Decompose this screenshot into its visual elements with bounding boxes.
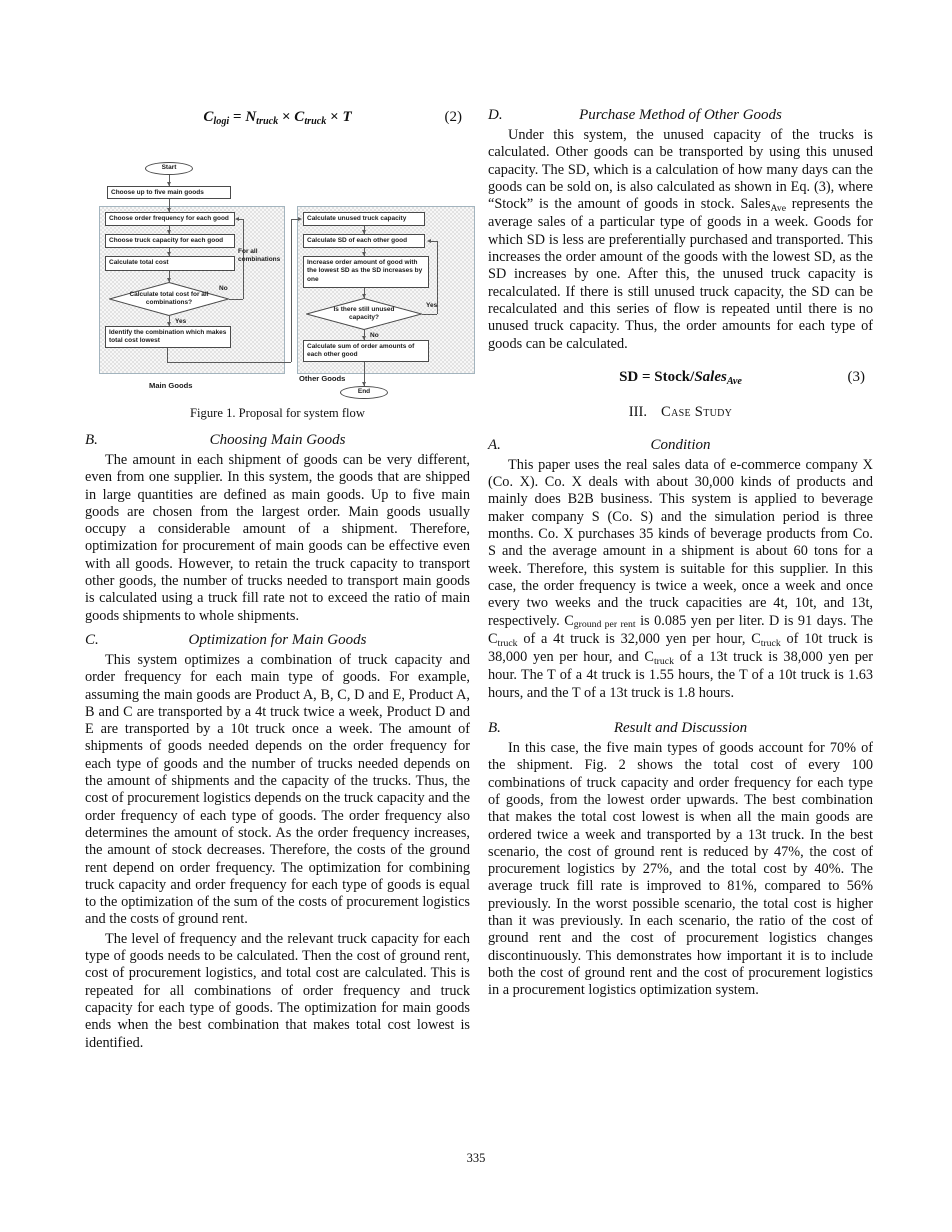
arrow-left-icon: [427, 239, 431, 243]
arrow-down-icon: [362, 336, 366, 340]
flow-end-label: End: [357, 388, 371, 396]
section-c-heading: [85, 631, 470, 650]
section-b2-label: B.: [488, 720, 501, 737]
section-b-title: Choosing Main Goods: [209, 432, 346, 448]
figure-1-flowchart: [85, 162, 475, 402]
flow-diamond-still-unused-label: Is there still unused capacity?: [333, 305, 395, 321]
equation-2-body: Clogi = Ntruck × Ctruck × T: [203, 109, 352, 127]
flow-connector: [291, 219, 292, 362]
equation-3: [488, 366, 873, 390]
section-b2-paragraph: In this case, the five main types of goods account for 70% of the shipment. Fig. 2 shows the total cost of every 100 combinations of truck capacity and order frequency for each type of goods, from the lowest order upwards. The best combination that makes the total cost lowest is when all the main goods are ordered twice a week and transported by a 13t truck. In the best scenario, the cost of ground rent is reduced by 47%, the cost of procurement logistics by 27%, and the total cost by 40%. The average truck fill rate is improved to 81%, compared to 56% previously. In the worst possible scenario, the total cost is higher than it was previously. In each scenario, the ratio of the cost of ground rent and the cost of procurement logistics changes discontinuously. This demonstrates how important it is to include both the cost of ground rent and the cost of procurement logistics in a procurement logistics optimization system.: [488, 740, 873, 999]
flow-label-yes: Yes: [175, 318, 187, 325]
flow-box-calc-sd: Calculate SD of each other good: [303, 234, 425, 248]
flow-box-choose-capacity: Choose truck capacity for each good: [105, 234, 235, 248]
arrow-down-icon: [362, 382, 366, 386]
arrow-down-icon: [167, 322, 171, 326]
arrow-down-icon: [362, 252, 366, 256]
section-c-title: Optimization for Main Goods: [188, 631, 367, 648]
page-number: 335: [466, 1151, 486, 1165]
flow-label-no: No: [219, 285, 228, 292]
flow-diamond-still-unused: [306, 298, 422, 330]
flow-box-calc-unused: Calculate unused truck capacity: [303, 212, 425, 226]
arrow-down-icon: [167, 182, 171, 186]
flow-start-terminal: [145, 162, 193, 175]
section-b-label: B.: [85, 432, 98, 448]
flow-box-identify-combination: Identify the combination which makes total cost lowest: [105, 326, 231, 348]
flow-box-calc-total-cost: Calculate total cost: [105, 256, 235, 271]
arrow-left-icon: [235, 217, 239, 221]
flow-label-main-goods: Main Goods: [149, 381, 193, 390]
flow-diamond-all-combinations-label: Calculate total cost for all combinations?: [129, 290, 209, 306]
arrow-down-icon: [167, 252, 171, 256]
section-iii-number: III.: [628, 403, 648, 420]
arrow-down-icon: [167, 208, 171, 212]
flow-box-increase-order: Increase order amount of good with the lowest SD as the SD increases by one: [303, 256, 429, 288]
flow-label-no: No: [370, 332, 379, 339]
section-b2-title: Result and Discussion: [613, 720, 748, 737]
flow-diamond-all-combinations: [109, 282, 229, 316]
flow-connector: [167, 362, 291, 363]
two-column-content: [85, 104, 873, 1052]
section-c-label: C.: [85, 631, 99, 648]
arrow-right-icon: [298, 217, 302, 221]
flow-label-yes: Yes: [426, 302, 438, 309]
flow-connector: [167, 348, 168, 362]
section-d-title: Purchase Method of Other Goods: [579, 107, 782, 123]
equation-2: [85, 106, 470, 130]
section-c-paragraph-1: This system optimizes a combination of truck capacity and order frequency for each main type of goods. For example, assuming the main goods are Product A, B, C, D and E, Product A, B and C are transported by a 4t truck twice a week, Product D and E are transported by a 10t truck once a week. The amount of shipments of goods needed depends on the order frequency for each type of goods and the number of trucks needed depends on the amount of shipments and the capacity of the trucks. Thus, the cost of procurement logistics depends on the truck capacity and the order frequency of each type of goods. The order frequency also determines the amount of stock. As the order frequency increases, the amount of stock decreases. Therefore, the costs of the ground rent depend on order frequency. The optimization for combining truck capacity and order frequency for each type of goods is equal to the optimization of the sum of the costs of procurement logistics and the costs of ground rent.: [85, 651, 470, 928]
figure-1-caption: Figure 1. Proposal for system flow: [190, 406, 365, 420]
arrow-down-icon: [362, 230, 366, 234]
left-column: [85, 104, 470, 1052]
flow-loop-line: [431, 241, 437, 242]
section-c-paragraph-2: The level of frequency and the relevant truck capacity for each type of goods needs to be calculated. Then the cost of ground rent, cost of procurement logistics, and total cost are calculated. This is repeated for all combinations of order frequency and truck capacity for each type of goods. The optimization for main goods ends when the best combination that makes total cost lowest is identified.: [85, 930, 470, 1051]
right-column: [488, 104, 873, 1052]
section-b-heading: [85, 431, 470, 450]
section-b2-heading: [488, 719, 873, 738]
section-a-label: A.: [488, 436, 501, 453]
flow-start-label: Start: [161, 164, 177, 172]
flow-label-other-goods: Other Goods: [299, 374, 346, 383]
section-d-label: D.: [488, 107, 503, 123]
flow-loop-line: [229, 299, 243, 300]
flow-connector: [291, 219, 298, 220]
section-iii-heading: [488, 403, 873, 421]
arrow-down-icon: [167, 278, 171, 282]
equation-3-body: SD = Stock/SalesAve: [619, 368, 742, 387]
flow-box-choose-frequency: Choose order frequency for each good: [105, 212, 235, 226]
arrow-down-icon: [167, 230, 171, 234]
section-d-heading: [488, 106, 873, 125]
flow-loop-line: [422, 314, 437, 315]
flow-end-terminal: [340, 386, 388, 399]
section-a-heading: [488, 436, 873, 455]
section-b-paragraph: The amount in each shipment of goods can be very different, even from one supplier. In this system, the goods that are shipped in large quantities are defined as main goods. Up to five main goods are chosen from the largest order. Main goods usually occupy a considerable amount of a shipment. Therefore, optimization for procurement of main goods can be effective even with all goods. However, to retain the truck capacity to transport other goods, the number of trucks needed to transport main goods is calculated using a truck fill rate not to exceed the ratio of main goods shipments to whole shipments.: [85, 452, 470, 624]
flow-box-calc-sum: Calculate sum of order amounts of each other good: [303, 340, 429, 362]
arrow-down-icon: [362, 294, 366, 298]
flow-label-for-all-combinations: For all combinations: [238, 248, 281, 264]
section-a-paragraph: This paper uses the real sales data of e-commerce company X (Co. X). Co. X deals with about 30,000 kinds of products and mainly does B2B business. This system is applied to beverage maker company S (Co. S) and the simulation period is three months. Co. X purchases 35 kinds of beverage products from Co. S and the average amount in a shipment is about 60 tons for a week. Therefore, this system is suitable for this supplier. In this case, the order frequency is twice a week, once a week and once every two weeks and the truck capacities are 4t, 10t, and 13t, respectively. Cground per rent is 0.085 yen per liter. D is 91 days. The Ctruck of a 4t truck is 32,000 yen per hour, Ctruck of 10t truck is 38,000 yen per hour, and Ctruck of a 13t truck is 38,000 yen per hour. The T of a 4t truck is 1.55 hours, the T of a 10t truck is 1.63 hours, and the T of a 13t truck is 1.8 hours.: [488, 456, 873, 701]
section-d-paragraph: Under this system, the unused capacity of the trucks is calculated. Other goods can be transported by using this unused capacity. The SD, which is a calculation of how many days can the goods can be sold on, is also calculated as shown in Eq. (3), where “Stock” is the amount of goods in stock. SalesAve represents the average sales of a particular type of goods in a week. Goods for which SD is less are preferentially purchased and transported. This increases the order amount of the goods with the lowest SD, as the SD increases by one. After this, the unused truck capacity is recalculated. If there is still unused truck capacity, the SD can be recalculated and this series of flow is repeated until there is no unused truck capacity. Thus, the order amounts for each type of goods can be calculated.: [488, 127, 874, 352]
section-a-title: Condition: [650, 436, 711, 453]
equation-3-number: (3): [847, 368, 865, 385]
equation-2-number: (2): [444, 109, 462, 125]
flow-box-choose-five: Choose up to five main goods: [107, 186, 231, 199]
section-iii-title: Case Study: [661, 403, 733, 420]
